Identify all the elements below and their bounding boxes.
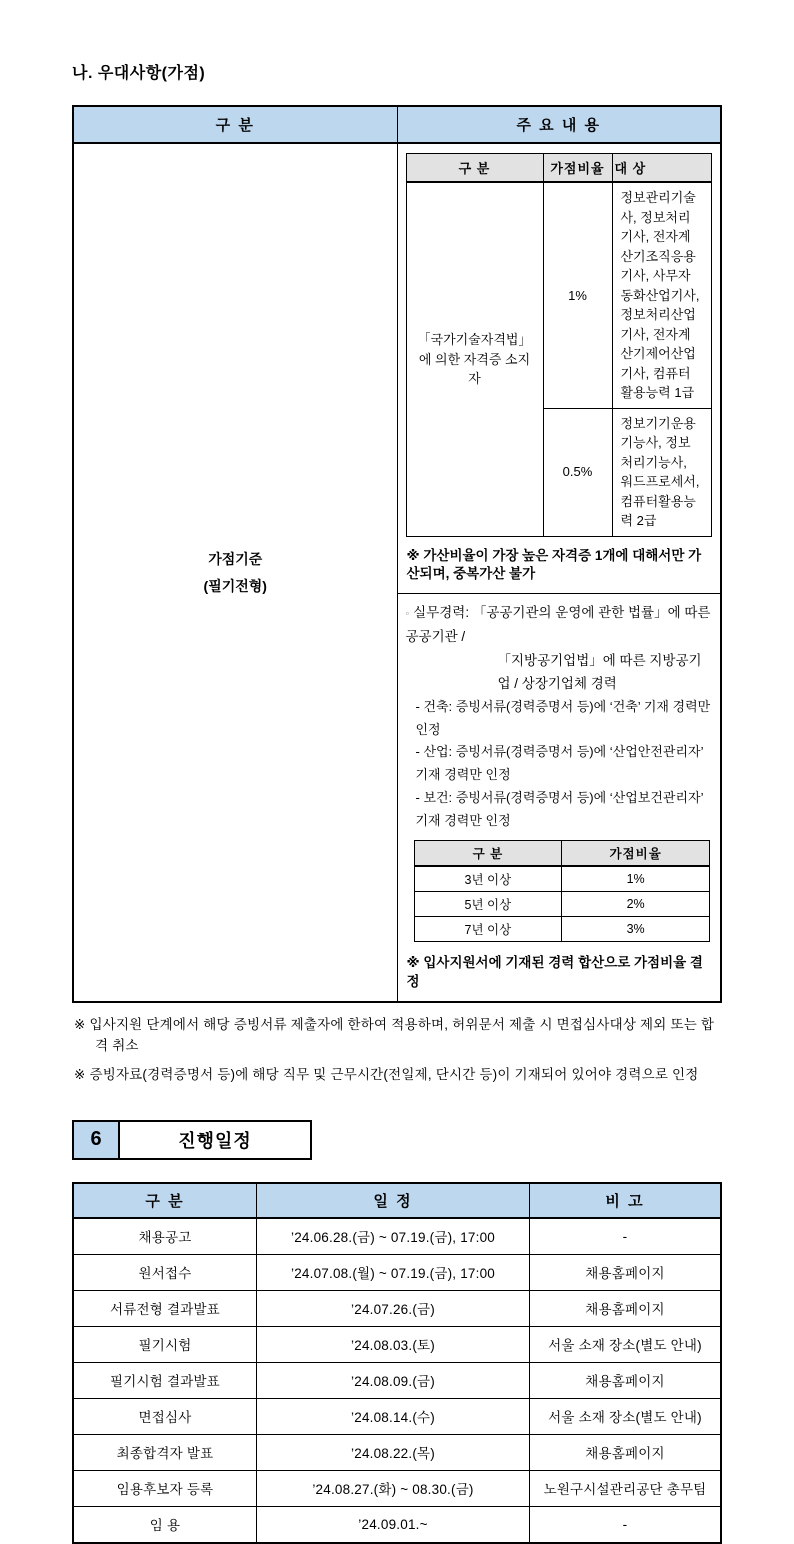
schedule-date: ’24.06.28.(금) ~ 07.19.(금), 17:00: [257, 1218, 530, 1255]
bonus-row-label-line1: 가점기준: [208, 550, 263, 567]
experience-item-health: - 보건: 증빙서류(경력증명서 등)에 ‘산업보건관리자’ 기재 경력만 인정: [415, 789, 704, 828]
experience-intro-line1: ◦ 실무경력: 「공공기관의 운영에 관한 법률」에 따른 공공기관 /: [405, 605, 711, 644]
license-table: [406, 153, 713, 537]
schedule-header-category: 구 분: [73, 1183, 257, 1218]
schedule-remark: -: [530, 1506, 722, 1543]
section-number-badge: 6: [72, 1120, 120, 1160]
schedule-category: 임용후보자 등록: [73, 1470, 257, 1506]
schedule-category: 필기시험 결과발표: [73, 1362, 257, 1398]
schedule-category: 서류전형 결과발표: [73, 1290, 257, 1326]
license-holder-label: 「국가기술자격법」에 의한 자격증 소지자: [406, 182, 543, 536]
schedule-date: ’24.09.01.~: [257, 1506, 530, 1543]
schedule-date: ’24.07.08.(월) ~ 07.19.(금), 17:00: [257, 1254, 530, 1290]
schedule-category: 면접심사: [73, 1398, 257, 1434]
license-header-rate: 가점비율: [543, 154, 612, 183]
years-header-rate: 가점비율: [562, 841, 710, 867]
schedule-date: ’24.08.22.(목): [257, 1434, 530, 1470]
years-value: 7년 이상: [414, 917, 562, 942]
footnotes: [74, 1015, 722, 1086]
license-targets: 정보관리기술사, 정보처리기사, 전자계산기조직응용기사, 사무자동화산업기사, 정보처리산업기사, 전자계산기제어산업기사, 컴퓨터활용능력 1급: [612, 182, 712, 408]
table-row: [414, 892, 710, 917]
experience-note: ※ 입사지원서에 기재된 경력 합산으로 가점비율 결정: [406, 955, 703, 990]
footnote-proof: ※ 증빙자료(경력증명서 등)에 해당 직무 및 근무시간(전일제, 단시간 등)이 기재되어 있어야 경력으로 인정: [74, 1066, 699, 1082]
experience-bonus-cell: [397, 594, 721, 1002]
schedule-row: [73, 1362, 721, 1398]
table-row: [414, 866, 710, 892]
license-targets: 정보기기운용기능사, 정보처리기능사, 워드프로세서, 컴퓨터활용능력 2급: [612, 408, 712, 536]
schedule-remark: 채용홈페이지: [530, 1434, 722, 1470]
circle-bullet-icon: ◦: [405, 608, 410, 621]
schedule-section-header: [72, 1120, 722, 1160]
schedule-row: [73, 1398, 721, 1434]
schedule-remark: 채용홈페이지: [530, 1290, 722, 1326]
experience-intro-line2: 「지방공기업법」에 따른 지방공기업 / 상장기업체 경력: [497, 652, 702, 692]
license-header-target: 대 상: [612, 154, 712, 183]
schedule-row: [73, 1290, 721, 1326]
schedule-remark: -: [530, 1218, 722, 1255]
schedule-date: ’24.08.14.(수): [257, 1398, 530, 1434]
license-bonus-cell: [397, 143, 721, 594]
experience-item-construction: - 건축: 증빙서류(경력증명서 등)에 ‘건축’ 기재 경력만 인정: [415, 698, 711, 737]
schedule-category: 필기시험: [73, 1326, 257, 1362]
license-header-category: 구 분: [406, 154, 543, 183]
license-note: ※ 가산비율이 가장 높은 자격증 1개에 대해서만 가산되며, 중복가산 불가: [406, 547, 702, 582]
schedule-date: ’24.08.27.(화) ~ 08.30.(금): [257, 1470, 530, 1506]
schedule-row: [73, 1254, 721, 1290]
years-header-category: 구 분: [414, 841, 562, 867]
table-row: [414, 917, 710, 942]
schedule-table: [72, 1182, 722, 1544]
bonus-table-header-content: 주 요 내 용: [397, 106, 721, 143]
table-row: [406, 182, 712, 408]
bonus-row-label: [73, 143, 397, 1002]
experience-years-table: [414, 840, 711, 942]
schedule-remark: 채용홈페이지: [530, 1254, 722, 1290]
schedule-row: [73, 1470, 721, 1506]
schedule-row: [73, 1326, 721, 1362]
bonus-criteria-table: [72, 105, 722, 1003]
schedule-remark: 서울 소재 장소(별도 안내): [530, 1398, 722, 1434]
schedule-category: 임 용: [73, 1506, 257, 1543]
schedule-category: 최종합격자 발표: [73, 1434, 257, 1470]
schedule-row: [73, 1506, 721, 1543]
schedule-section-title: 진행일정: [120, 1120, 312, 1160]
schedule-date: ’24.08.03.(토): [257, 1326, 530, 1362]
years-value: 5년 이상: [414, 892, 562, 917]
schedule-remark: 채용홈페이지: [530, 1362, 722, 1398]
section-title-preferential: 나. 우대사항(가점): [72, 65, 206, 82]
rate-value: 1%: [562, 866, 710, 892]
bonus-table-header-category: 구 분: [73, 106, 397, 143]
schedule-remark: 노원구시설관리공단 총무팀: [530, 1470, 722, 1506]
schedule-row: [73, 1434, 721, 1470]
footnote-documents: ※ 입사지원 단계에서 해당 증빙서류 제출자에 한하여 적용하며, 허위문서 제출 시 면접심사대상 제외 또는 합격 취소: [74, 1017, 715, 1053]
schedule-header-remark: 비 고: [530, 1183, 722, 1218]
rate-value: 3%: [562, 917, 710, 942]
schedule-remark: 서울 소재 장소(별도 안내): [530, 1326, 722, 1362]
schedule-category: 채용공고: [73, 1218, 257, 1255]
years-value: 3년 이상: [414, 866, 562, 892]
license-rate: 0.5%: [543, 408, 612, 536]
experience-item-industry: - 산업: 증빙서류(경력증명서 등)에 ‘산업안전관리자’ 기재 경력만 인정: [415, 744, 704, 783]
rate-value: 2%: [562, 892, 710, 917]
schedule-category: 원서접수: [73, 1254, 257, 1290]
bonus-row-label-line2: (필기전형): [203, 577, 267, 594]
schedule-date: ’24.07.26.(금): [257, 1290, 530, 1326]
schedule-header-date: 일 정: [257, 1183, 530, 1218]
schedule-date: ’24.08.09.(금): [257, 1362, 530, 1398]
schedule-row: [73, 1218, 721, 1255]
license-rate: 1%: [543, 182, 612, 408]
